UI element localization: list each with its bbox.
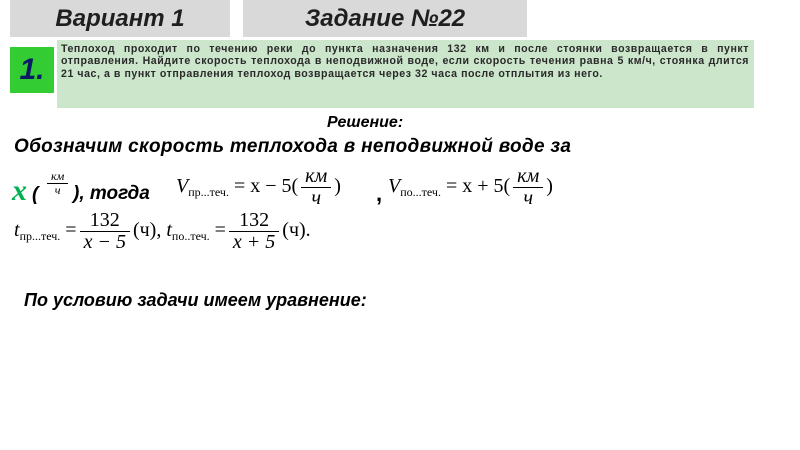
v2-frac-num: км [517,165,540,187]
t1-unit: (ч), [132,219,167,242]
t2-sub: по..теч. [171,229,210,244]
variable-x: х [12,174,27,207]
t1-var: t [14,219,20,242]
v-sub: пр...теч. [188,185,229,200]
condition-text: По условию задачи имеем уравнение: [24,290,367,310]
v2-sub: по...теч. [400,185,441,200]
comma-separator: , [376,181,383,206]
t1-eq: = [65,219,77,242]
unit-denominator: ч [54,182,61,197]
unit-paren-open: ( [32,184,39,205]
v-frac-den: ч [311,187,321,209]
formula-v-downstream [176,166,341,209]
t2-unit: (ч). [282,219,311,242]
then-text: ), тогда [73,183,150,204]
solution-label: Решение: [327,114,404,131]
v2-expr: = x + 5( [445,175,511,198]
task-badge: Задание №22 [243,0,527,37]
formula-v-upstream [388,166,553,209]
t2-frac-num: 132 [239,209,270,231]
problem-box [57,40,754,108]
v-frac-num: км [305,165,328,187]
v-expr: = x − 5( [233,175,299,198]
problem-text: Теплоход проходит по течению реки до пункта назначения 132 км и после стоянки возвращается в пункт отправления. Найдите скорость теплохода в неподвижной воде, если скорость течения равна 5 км/ч, стоянка длится 21 час, а в пункт отправления теплоход возвращается через 32 часа после отплытия из него. [61,43,749,80]
t1-sub: пр...теч. [19,229,61,244]
formula-times [14,210,311,253]
t2-frac-den: x + 5 [232,231,276,253]
unit-numerator: км [51,169,65,183]
unit-fraction [44,170,71,196]
v-close: ) [334,175,341,198]
v2-close: ) [546,175,553,198]
v2-frac-den: ч [523,187,533,209]
v-var: V [176,175,189,198]
t1-frac-num: 132 [89,209,120,231]
t2-eq: = [214,219,226,242]
t1-frac-den: x − 5 [83,231,126,253]
problem-number-badge: 1. [10,47,54,93]
solution-line-1: Обозначим скорость теплохода в неподвижной воде за [14,136,572,157]
v2-var: V [388,175,401,198]
t2-var: t [166,219,172,242]
variant-badge: Вариант 1 [10,0,230,37]
